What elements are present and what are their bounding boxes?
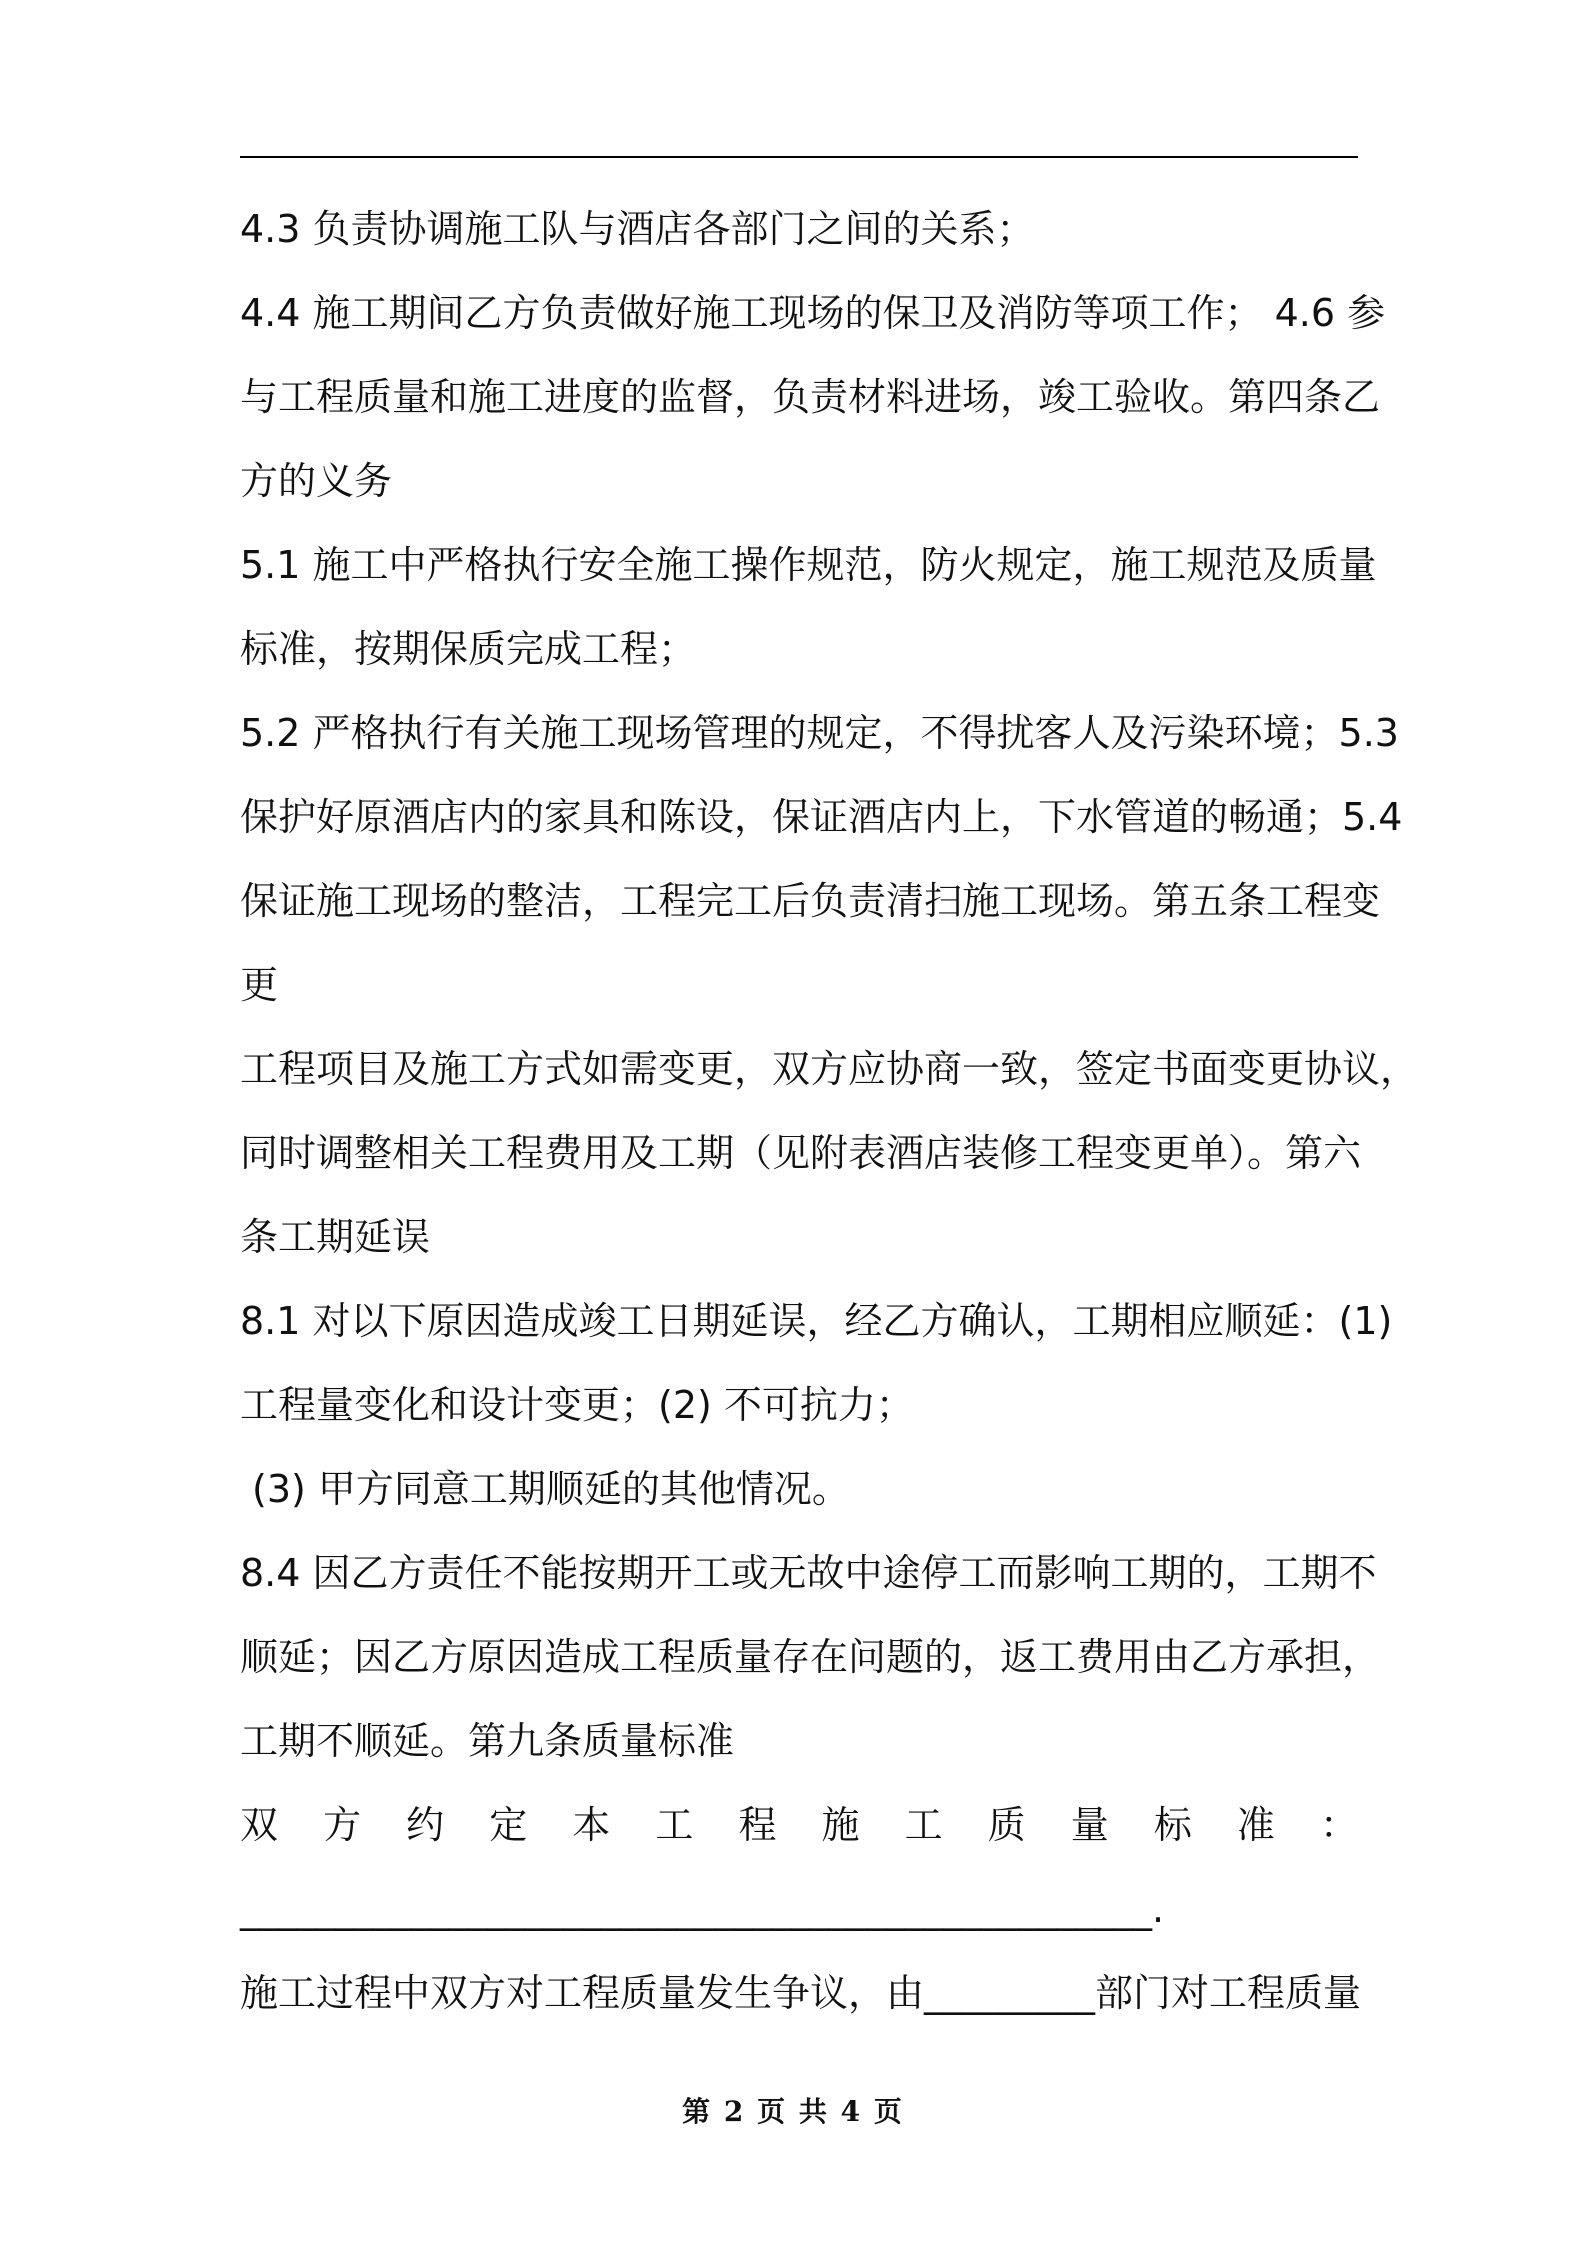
text-line: 同时调整相关工程费用及工期（见附表酒店装修工程变更单）。第六 xyxy=(240,1131,1362,1175)
text-line: 8.1 对以下原因造成竣工日期延误，经乙方确认，工期相应顺延：(1) xyxy=(240,1299,1393,1343)
blank-fill-line: ________________________________________________. xyxy=(240,1887,1165,1931)
text-line: 更 xyxy=(240,963,279,1007)
text-line: 条工期延误 xyxy=(240,1215,431,1259)
text-line: 8.4 因乙方责任不能按期开工或无故中途停工而影响工期的，工期不 xyxy=(240,1551,1377,1595)
text-line: 工程量变化和设计变更；(2) 不可抗力； xyxy=(240,1383,914,1427)
text-line: 5.1 施工中严格执行安全施工操作规范，防火规定，施工规范及质量 xyxy=(240,543,1377,587)
text-line: 5.2 严格执行有关施工现场管理的规定，不得扰客人及污染环境；5.3 xyxy=(240,711,1399,755)
text-line: 保证施工现场的整洁，工程完工后负责清扫施工现场。第五条工程变 xyxy=(240,879,1381,923)
text-line-justified: 双方约定本工程施工质量标准： xyxy=(240,1803,1358,1847)
text-line: 4.3 负责协调施工队与酒店各部门之间的关系； xyxy=(240,207,1035,251)
text-line: 方的义务 xyxy=(240,459,393,503)
text-line: 保护好原酒店内的家具和陈设，保证酒店内上，下水管道的畅通；5.4 xyxy=(240,795,1403,839)
text-line: 工期不顺延。第九条质量标准 xyxy=(240,1719,735,1763)
text-line: 施工过程中双方对工程质量发生争议，由_________部门对工程质量 xyxy=(240,1971,1362,2015)
text-line: 工程项目及施工方式如需变更，双方应协商一致，签定书面变更协议， xyxy=(240,1047,1419,1091)
text-line: 顺延；因乙方原因造成工程质量存在问题的，返工费用由乙方承担， xyxy=(240,1635,1381,1679)
text-line: 标准，按期保质完成工程； xyxy=(240,627,697,671)
text-line: 4.4 施工期间乙方负责做好施工现场的保卫及消防等项工作； 4.6 参 xyxy=(240,291,1386,335)
text-line: (3) 甲方同意工期顺延的其他情况。 xyxy=(252,1467,850,1511)
text-line: 与工程质量和施工进度的监督，负责材料进场，竣工验收。第四条乙 xyxy=(240,375,1381,419)
header-rule xyxy=(240,156,1358,158)
page-footer: 第 2 页 共 4 页 xyxy=(682,2095,904,2128)
